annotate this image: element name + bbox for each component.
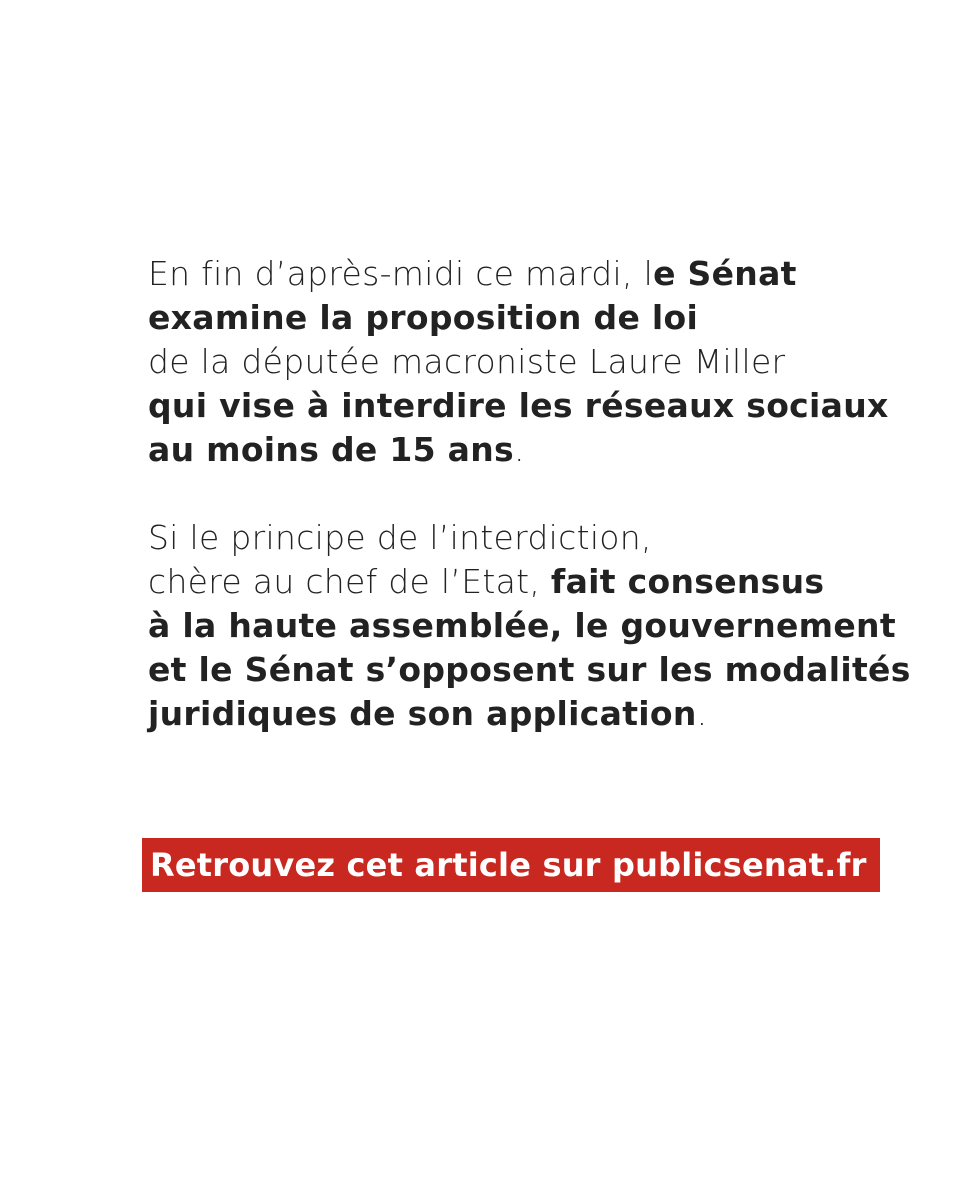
paragraph-consensus-and-opposition <box>148 516 928 736</box>
text-bold: e Sénat <box>653 254 797 293</box>
text-line <box>148 428 928 472</box>
text-line <box>148 340 928 384</box>
text-regular: Si le principe de l’interdiction, <box>148 518 652 557</box>
text-line <box>148 516 928 560</box>
text-regular: . <box>513 430 525 469</box>
text-line <box>148 296 928 340</box>
text-regular: de la députée macroniste Laure Miller <box>148 342 786 381</box>
text-regular: chère au chef de l’Etat, <box>148 562 551 601</box>
text-bold: et le Sénat s’opposent sur les modalités <box>148 650 911 689</box>
text-regular: . <box>696 694 708 733</box>
publicsenat-link-banner[interactable]: Retrouvez cet article sur publicsenat.fr <box>142 838 880 892</box>
text-bold: au moins de 15 ans <box>148 430 514 469</box>
article-excerpt <box>148 252 928 736</box>
text-line <box>148 648 928 692</box>
text-regular: En fin d’après-midi ce mardi, l <box>148 254 654 293</box>
text-line <box>148 692 928 736</box>
text-line <box>148 252 928 296</box>
paragraph-senate-examines-bill <box>148 252 928 472</box>
text-bold: examine la proposition de loi <box>148 298 699 337</box>
text-bold: juridiques de son application <box>148 694 697 733</box>
text-bold: qui vise à interdire les réseaux sociaux <box>148 386 889 425</box>
text-line <box>148 604 928 648</box>
text-line <box>148 560 928 604</box>
text-bold: à la haute assemblée, le gouvernement <box>148 606 896 645</box>
text-line <box>148 384 928 428</box>
text-bold: fait consensus <box>550 562 825 601</box>
